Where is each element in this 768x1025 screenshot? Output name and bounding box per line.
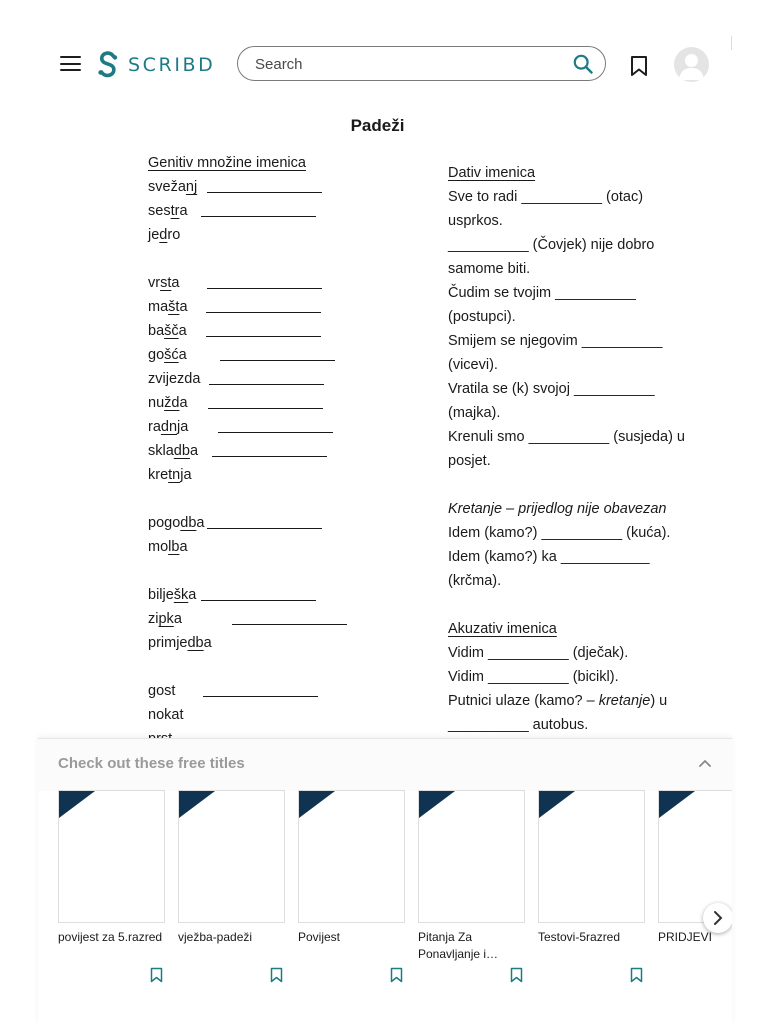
word-part: a <box>179 539 188 555</box>
word-item <box>148 391 408 415</box>
document-thumbnail[interactable] <box>298 790 405 923</box>
word-part: a <box>179 395 188 411</box>
word-part: kre <box>148 467 169 483</box>
answer-blank[interactable] <box>206 336 321 337</box>
word-item <box>148 583 408 607</box>
avatar[interactable] <box>674 47 709 82</box>
sentence-text: Idem (kamo?) __________ (kuća). <box>448 525 671 541</box>
heading-text: Genitiv množine imenica <box>148 155 306 171</box>
title-card[interactable] <box>418 790 525 990</box>
spacer <box>148 655 408 679</box>
document-thumbnail[interactable] <box>178 790 285 923</box>
sentence-line <box>448 209 708 233</box>
word-part: a <box>179 203 188 219</box>
word-part: šć <box>164 347 179 363</box>
word-item <box>148 343 408 367</box>
sentence-line <box>448 305 708 329</box>
spacer <box>448 473 708 497</box>
word-text <box>148 439 198 463</box>
sentence-text: Vratila se (k) svojoj __________ <box>448 381 655 397</box>
sentence-line <box>448 233 708 257</box>
word-part: d <box>159 227 168 243</box>
scribd-logo[interactable] <box>96 50 215 80</box>
word-item <box>148 199 408 223</box>
answer-blank[interactable] <box>207 528 322 529</box>
card-title[interactable]: povijest za 5.razred <box>58 930 163 944</box>
word-part: ses <box>148 203 171 219</box>
title-card[interactable] <box>298 790 405 990</box>
word-part: a <box>178 323 187 339</box>
sentence-line <box>448 281 708 305</box>
search-box[interactable] <box>237 46 606 81</box>
word-text <box>148 295 188 319</box>
card-title[interactable]: vježba-padeži <box>178 930 253 944</box>
word-text <box>148 511 204 535</box>
word-part: žd <box>164 395 180 411</box>
word-part: ra <box>148 419 161 435</box>
word-part: nu <box>148 395 165 411</box>
word-item <box>148 175 408 199</box>
spacer <box>148 247 408 271</box>
word-text <box>148 679 175 703</box>
sentence-text: Vidim __________ (dječak). <box>448 645 629 661</box>
sentence-line <box>448 521 708 545</box>
word-part: skla <box>148 443 174 459</box>
title-card[interactable] <box>658 790 732 990</box>
drawer-title: Check out these free titles <box>58 755 245 772</box>
sentence-text: Sve to radi __________ (otac) <box>448 189 644 205</box>
card-title[interactable]: Povijest <box>298 930 341 944</box>
thumbnail-corner <box>299 791 335 818</box>
title-card[interactable] <box>538 790 645 990</box>
word-part: a <box>203 635 212 651</box>
genitive-exercise-column <box>148 151 408 751</box>
word-part: db <box>173 443 190 459</box>
word-text <box>148 391 188 415</box>
sentence-text: (vicevi). <box>448 357 498 373</box>
word-part: a <box>196 515 205 531</box>
section-heading <box>448 161 708 185</box>
word-text <box>148 463 192 487</box>
section-heading <box>448 617 708 641</box>
document-thumbnail[interactable] <box>418 790 525 923</box>
bookmark-icon[interactable] <box>510 967 523 983</box>
answer-blank[interactable] <box>209 384 324 385</box>
word-part: zi <box>148 611 159 627</box>
answer-blank[interactable] <box>201 600 316 601</box>
title-card[interactable] <box>58 790 165 990</box>
word-item <box>148 223 408 247</box>
answer-blank[interactable] <box>208 408 323 409</box>
bookmark-icon[interactable] <box>150 967 163 983</box>
word-text <box>148 343 187 367</box>
sentence-text: samome biti. <box>448 261 531 277</box>
word-text <box>148 319 187 343</box>
word-part: nj <box>185 179 198 195</box>
word-part: db <box>187 635 204 651</box>
word-part: ja <box>180 467 192 483</box>
heading-text: Dativ imenica <box>448 165 536 181</box>
sentence-text: (krčma). <box>448 573 502 589</box>
sentence-part: kretanje <box>598 693 651 709</box>
thumbnail-corner <box>539 791 575 818</box>
word-part: a <box>173 611 182 627</box>
word-part: lb <box>168 539 180 555</box>
word-part: nokat <box>148 707 184 723</box>
divider <box>731 36 732 50</box>
chevron-up-icon[interactable] <box>698 758 712 768</box>
word-part: pk <box>158 611 174 627</box>
answer-blank[interactable] <box>201 216 316 217</box>
sentence-line <box>448 353 708 377</box>
word-item <box>148 319 408 343</box>
word-part: a <box>189 443 199 459</box>
word-text <box>148 415 188 439</box>
sentence-line <box>448 257 708 281</box>
sentence-line <box>448 689 708 713</box>
word-item <box>148 367 408 391</box>
answer-blank[interactable] <box>220 360 335 361</box>
sentence-line <box>448 641 708 665</box>
word-item <box>148 463 408 487</box>
sentence-part: Putnici ulaze (kamo? – <box>448 693 599 709</box>
word-part: go <box>148 347 165 363</box>
sentence-text: Krenuli smo __________ (susjeda) u <box>448 429 685 445</box>
document-title: Padeži <box>350 116 405 135</box>
word-part: bilje <box>148 587 174 603</box>
sentence-text: Kretanje – prijedlog nije obavezan <box>448 501 667 517</box>
sentence-text: __________ autobus. <box>448 717 589 733</box>
word-part: st <box>160 275 172 291</box>
card-title[interactable]: Testovi-5razred <box>538 930 621 944</box>
sentence-line <box>448 401 708 425</box>
document-thumbnail[interactable] <box>538 790 645 923</box>
word-item <box>148 415 408 439</box>
sentence-line <box>448 425 708 449</box>
word-item <box>148 703 408 727</box>
answer-blank[interactable] <box>207 192 322 193</box>
word-part: ba <box>148 323 165 339</box>
word-part: a <box>179 299 188 315</box>
word-part: db <box>180 515 197 531</box>
word-text <box>148 199 188 223</box>
word-text <box>148 271 179 295</box>
word-text <box>148 175 197 199</box>
bookmark-icon[interactable] <box>630 967 643 983</box>
word-text <box>148 703 183 727</box>
thumbnail-corner <box>659 791 695 818</box>
sentence-part: ) u <box>650 693 668 709</box>
carousel-next-button[interactable] <box>703 903 732 933</box>
menu-icon[interactable] <box>60 56 82 72</box>
word-part: ro <box>167 227 181 243</box>
word-part: šk <box>173 587 189 603</box>
word-part: ja <box>177 419 189 435</box>
word-item <box>148 271 408 295</box>
sentence-text: Idem (kamo?) ka ___________ <box>448 549 650 565</box>
sentence-line <box>448 449 708 473</box>
sentence-text: (postupci). <box>448 309 516 325</box>
spacer <box>148 487 408 511</box>
sentence-text: (majka). <box>448 405 501 421</box>
word-part: sveža <box>148 179 186 195</box>
word-part: dn <box>160 419 178 435</box>
sentence-line <box>448 377 708 401</box>
card-title[interactable]: PRIDJEVI <box>658 930 713 944</box>
word-part: tn <box>168 467 181 483</box>
word-item <box>148 295 408 319</box>
bookmark-icon[interactable] <box>270 967 283 983</box>
word-part: gost <box>148 683 176 699</box>
chevron-right-icon <box>712 910 724 926</box>
word-part: tr <box>170 203 180 219</box>
brand-name: SCRIBD <box>128 54 216 76</box>
card-title[interactable]: Pitanja Za Ponavljanje i… <box>418 930 499 961</box>
answer-blank[interactable] <box>207 288 322 289</box>
sentence-text: Smijem se njegovim __________ <box>448 333 663 349</box>
word-part: a <box>188 587 197 603</box>
word-part: a <box>171 275 180 291</box>
word-item <box>148 535 408 559</box>
bookmark-icon[interactable] <box>390 967 403 983</box>
scribd-logo-icon <box>96 51 120 79</box>
word-part: vr <box>148 275 161 291</box>
word-part: je <box>148 227 160 243</box>
word-part: zvijezda <box>148 371 201 387</box>
sentence-line <box>448 545 708 569</box>
thumbnail-corner <box>419 791 455 818</box>
search-icon[interactable] <box>573 54 593 74</box>
word-part: a <box>178 347 187 363</box>
word-part: ma <box>148 299 169 315</box>
word-text <box>148 535 188 559</box>
sentence-text: __________ (Čovjek) nije dobro <box>448 237 655 253</box>
word-item <box>148 679 408 703</box>
sentence-line <box>448 569 708 593</box>
heading-text: Akuzativ imenica <box>448 621 557 637</box>
sentence-text: Vidim __________ (bicikl). <box>448 669 619 685</box>
word-text <box>148 223 180 247</box>
spacer <box>148 559 408 583</box>
thumbnail-corner <box>59 791 95 818</box>
word-part: šč <box>164 323 179 339</box>
thumbnail-corner <box>179 791 215 818</box>
word-text <box>148 631 212 655</box>
word-part: pogo <box>148 515 181 531</box>
sentence-line <box>448 497 708 521</box>
word-item <box>148 631 408 655</box>
word-part: primje <box>148 635 188 651</box>
section-heading <box>148 151 408 175</box>
user-icon <box>674 47 709 82</box>
word-text <box>148 367 200 391</box>
bookmark-icon[interactable] <box>629 55 649 77</box>
top-bar <box>0 0 768 130</box>
answer-blank[interactable] <box>212 456 327 457</box>
sentence-line <box>448 185 708 209</box>
dative-accusative-exercise-column <box>448 161 708 737</box>
word-text <box>148 583 196 607</box>
spacer <box>448 593 708 617</box>
sentence-text: usprkos. <box>448 213 503 229</box>
word-part: mo <box>148 539 169 555</box>
sentence-line <box>448 329 708 353</box>
sentence-text: Čudim se tvojim __________ <box>448 285 636 301</box>
document-thumbnail[interactable] <box>58 790 165 923</box>
answer-blank[interactable] <box>206 312 321 313</box>
answer-blank[interactable] <box>218 432 333 433</box>
word-item <box>148 439 408 463</box>
sentence-text: posjet. <box>448 453 491 469</box>
word-text <box>148 607 182 631</box>
free-titles-drawer <box>38 738 732 1025</box>
search-input[interactable] <box>253 47 567 81</box>
word-item <box>148 607 408 631</box>
sentence-line <box>448 713 708 737</box>
word-part: št <box>168 299 180 315</box>
sentence-line <box>448 665 708 689</box>
title-card[interactable] <box>178 790 285 990</box>
answer-blank[interactable] <box>203 696 318 697</box>
word-item <box>148 511 408 535</box>
answer-blank[interactable] <box>232 624 347 625</box>
title-carousel <box>58 790 732 1025</box>
